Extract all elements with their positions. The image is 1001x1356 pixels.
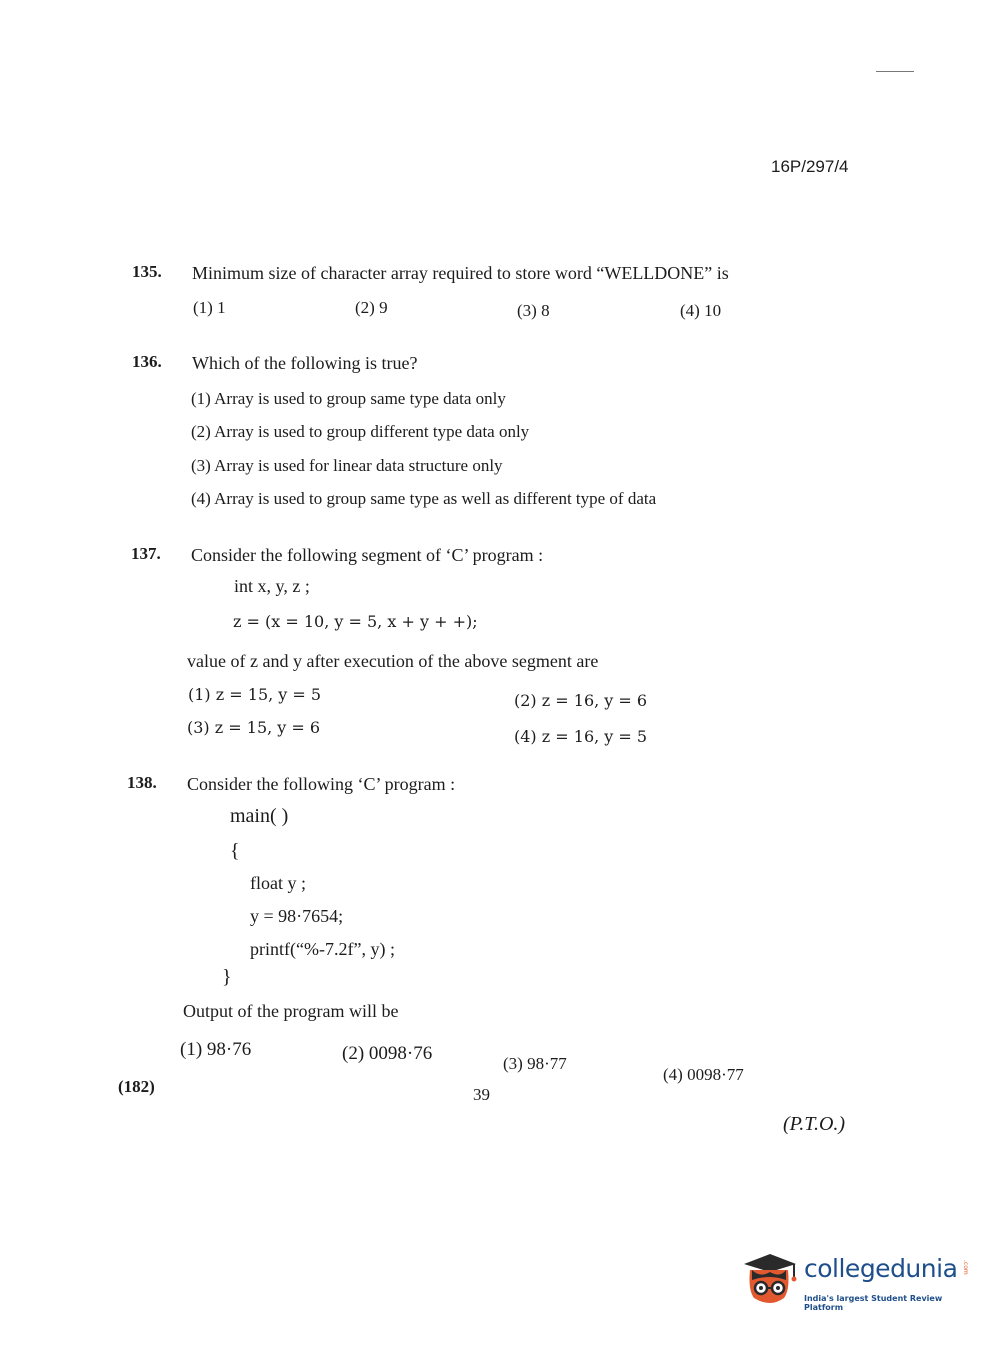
question-text: Minimum size of character array required to store word “WELLDONE” is	[192, 263, 729, 283]
pto-note: (P.T.O.)	[783, 1113, 846, 1135]
code-line: }	[222, 966, 232, 988]
option: (3) z = 15, y = 6	[187, 718, 321, 737]
code-line: y = 98·7654;	[250, 906, 344, 926]
option: (1) Array is used to group same type data only	[191, 389, 506, 408]
mascot-icon	[740, 1250, 798, 1308]
code-line: main( )	[230, 805, 289, 827]
code-line: int x, y, z ;	[234, 576, 310, 596]
logo-wordmark: collegedunia	[804, 1254, 958, 1283]
option: (1) 1	[193, 298, 226, 317]
question-number: 136.	[132, 352, 162, 371]
code-line: printf(“%-7.2f”, y) ;	[250, 939, 395, 959]
option: (1) z = 15, y = 5	[188, 685, 322, 704]
option: (3) Array is used for linear data structure only	[191, 456, 503, 475]
option: (4) Array is used to group same type as well as different type of data	[191, 489, 657, 508]
question-followup: value of z and y after execution of the above segment are	[187, 651, 599, 671]
option: (4) 10	[680, 301, 722, 320]
code-line: {	[230, 840, 240, 862]
collegedunia-logo	[740, 1246, 970, 1314]
logo-suffix: .com	[962, 1260, 969, 1275]
option: (3) 8	[517, 301, 550, 320]
top-rule	[876, 71, 914, 72]
question-text: Consider the following segment of ‘C’ program :	[191, 545, 544, 565]
code-line: float y ;	[250, 873, 306, 893]
option: (3) 98·77	[503, 1054, 567, 1073]
option: (4) 0098·77	[663, 1065, 744, 1084]
logo-tagline: India's largest Student Review Platform	[804, 1294, 943, 1312]
question-text: Consider the following ‘C’ program :	[187, 774, 456, 794]
booklet-code: (182)	[118, 1077, 155, 1096]
code-line: z = (x = 10, y = 5, x + y + +);	[233, 612, 478, 631]
question-followup: Output of the program will be	[183, 1001, 399, 1021]
question-text: Which of the following is true?	[192, 353, 418, 373]
option: (2) z = 16, y = 6	[514, 691, 648, 710]
question-number: 138.	[127, 773, 157, 792]
option: (2) Array is used to group different type data only	[191, 422, 530, 441]
paper-code: 16P/297/4	[771, 157, 849, 176]
option: (4) z = 16, y = 5	[514, 727, 648, 746]
option: (2) 0098·76	[342, 1043, 433, 1064]
option: (2) 9	[355, 298, 388, 317]
page-number: 39	[473, 1085, 490, 1104]
option: (1) 98·76	[180, 1039, 252, 1060]
question-number: 137.	[131, 544, 161, 563]
question-number: 135.	[132, 262, 162, 281]
